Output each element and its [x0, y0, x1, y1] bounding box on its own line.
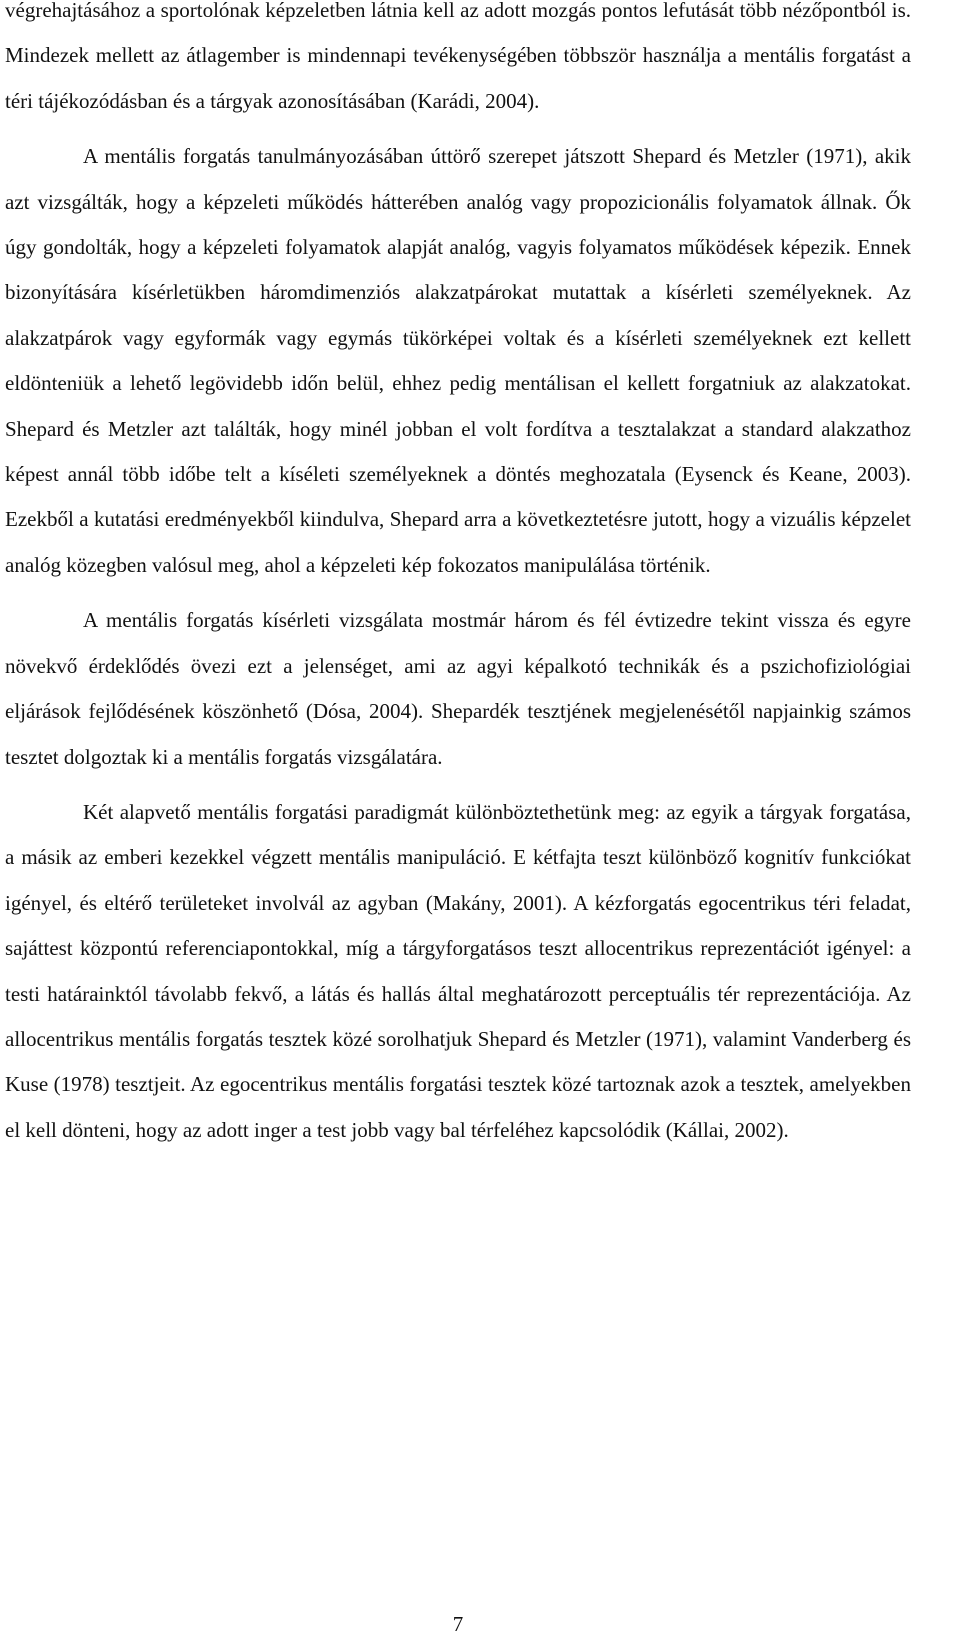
body-text — [5, 0, 911, 1153]
paragraph-4: Két alapvető mentális forgatási paradigmát különböztethetünk meg: az egyik a tárgyak forgatása, a másik az emberi kezekkel végzett mentális manipuláció. E kétfajta teszt különböző kognitív funkciókat igényel, és eltérő területeket involvál az agyban (Makány, 2001). A kézforgatás egocentrikus téri feladat, sajáttest központú referenciapontokkal, míg a tárgyforgatásos teszt allocentrikus reprezentációt igényel: a testi határainktól távolabb fekvő, a látás és hallás által meghatározott perceptuális tér reprezentációja. Az allocentrikus mentális forgatás tesztek közé sorolhatjuk Shepard és Metzler (1971), valamint Vanderberg és Kuse (1978) tesztjeit. Az egocentrikus mentális forgatási tesztek közé tartoznak azok a tesztek, amelyekben el kell dönteni, hogy az adott inger a test jobb vagy bal térfeléhez kapcsolódik (Kállai, 2002). — [5, 799, 911, 1142]
paragraph-2: A mentális forgatás tanulmányozásában úttörő szerepet játszott Shepard és Metzler (1971), akik azt vizsgálták, hogy a képzeleti működés hátterében analóg vagy propozicionális folyamatok állnak. Ők úgy gondolták, hogy a képzeleti folyamatok alapját analóg, vagyis folyamatos működések képezik. Ennek bizonyítására kísérletükben háromdimenziós alakzatpárokat mutattak a kísérleti személyeknek. Az alakzatpárok vagy egyformák vagy egymás tükörképei voltak és a kísérleti személyeknek ezt kellett eldönteniük a lehető legövidebb időn belül, ehhez pedig mentálisan el kellett forgatniuk az alakzatokat. Shepard és Metzler azt találták, hogy minél jobban el volt fordítva a tesztalakzat a standard alakzathoz képest annál több időbe telt a kíséleti személyeknek a döntés meghozatala (Eysenck és Keane, 2003). Ezekből a kutatási eredményekből kiindulva, Shepard arra a következtetésre jutott, hogy a vizuális képzelet analóg közegben valósul meg, ahol a képzeleti kép fokozatos manipulálása történik. — [5, 144, 911, 577]
paragraph-1: végrehajtásához a sportolónak képzeletben látnia kell az adott mozgás pontos lefutását több nézőpontból is. Mindezek mellett az átlagember is mindennapi tevékenységében többször használja a mentális forgatást a téri tájékozódásban és a tárgyak azonosításában (Karádi, 2004). — [5, 0, 911, 113]
page-number: 7 — [452, 1612, 464, 1636]
paragraph-3: A mentális forgatás kísérleti vizsgálata mostmár három és fél évtizedre tekint vissza és egyre növekvő érdeklődés övezi ezt a jelenséget, ami az agyi képalkotó technikák és a pszichofiziológiai eljárások fejlődésének köszönhető (Dósa, 2004). Shepardék tesztjének megjelenésétől napjainkig számos tesztet dolgoztak ki a mentális forgatás vizsgálatára. — [5, 608, 911, 769]
